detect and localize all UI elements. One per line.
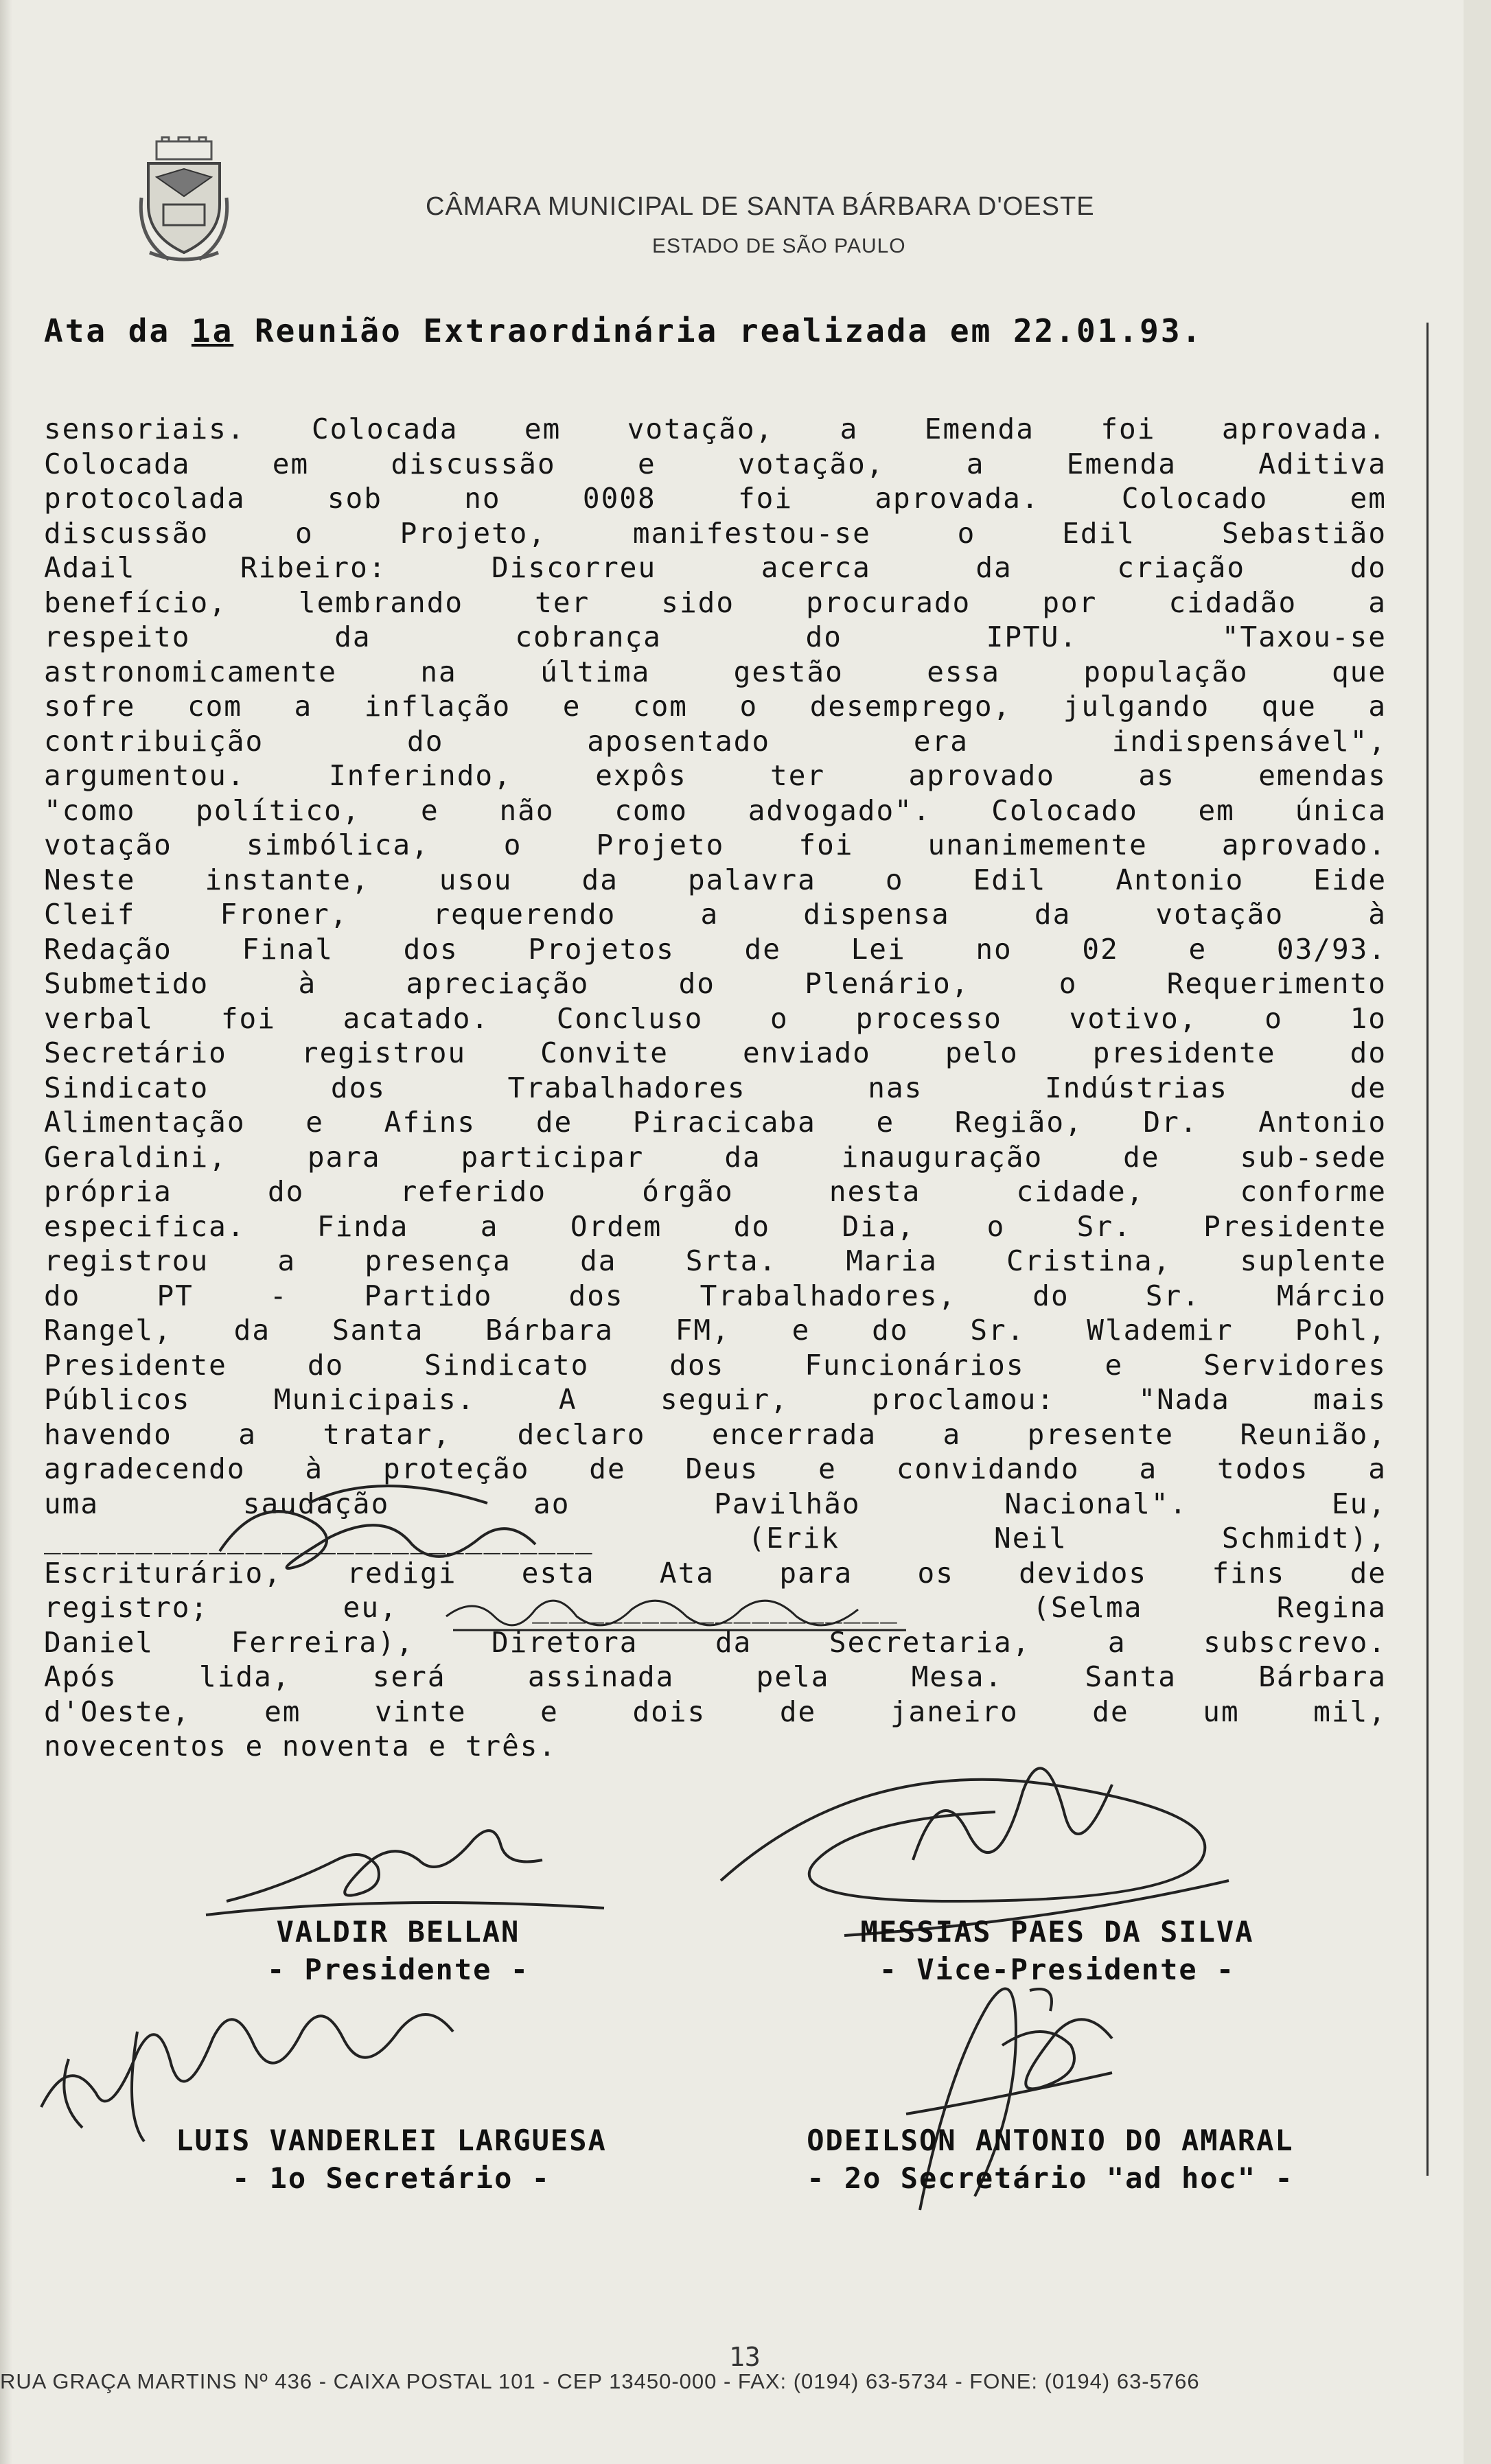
body-line: do PT - Partido dos Trabalhadores, do Sr. Márcio — [44, 1279, 1387, 1312]
state-name: ESTADO DE SÃO PAULO — [652, 235, 906, 257]
page-shadow — [0, 0, 12, 2464]
body-line: uma saudação ao Pavilhão Nacional". Eu, — [44, 1487, 1387, 1520]
body-line: d'Oeste, em vinte e dois de janeiro de um mil, — [44, 1695, 1387, 1728]
body-line: Neste instante, usou da palavra o Edil Antonio Eide — [44, 863, 1387, 896]
body-line: Alimentação e Afins de Piracicaba e Região, Dr. Antonio — [44, 1106, 1387, 1139]
body-line: novecentos e noventa e três. — [44, 1730, 557, 1763]
page-edge — [1464, 0, 1491, 2464]
page-number: 13 — [729, 2342, 761, 2372]
minutes-title — [44, 312, 1417, 349]
body-line: registrou a presença da Srta. Maria Cristina, suplente — [44, 1244, 1387, 1277]
signer-name: LUIS VANDERLEI LARGUESA — [176, 2124, 607, 2157]
body-line: verbal foi acatado. Concluso o processo votivo, o 1o — [44, 1001, 1387, 1035]
title-ordinal: 1a — [191, 312, 234, 349]
signature-block-president — [151, 1915, 645, 1986]
body-line: argumentou. Inferindo, expôs ter aprovado as emendas — [44, 759, 1387, 792]
signature-block-second-secretary — [721, 2124, 1380, 2195]
footer-address: RUA GRAÇA MARTINS Nº 436 - CAIXA POSTAL 101 - CEP 13450-000 - FAX: (0194) 63-5734 - FONE: (0194) 63-5766 — [0, 2369, 1200, 2393]
body-line: Sindicato dos Trabalhadores nas Indústrias de — [44, 1071, 1387, 1104]
body-line: Após lida, será assinada pela Mesa. Santa Bárbara — [44, 1660, 1387, 1693]
body-line: Secretário registrou Convite enviado pelo presidente do — [44, 1036, 1387, 1069]
signer-name: VALDIR BELLAN — [276, 1915, 520, 1949]
title-prefix: Ata da — [44, 312, 192, 349]
institution-name: CÂMARA MUNICIPAL DE SANTA BÁRBARA D'OESTE — [426, 192, 1095, 221]
body-line: Submetido à apreciação do Plenário, o Requerimento — [44, 967, 1387, 1000]
signature-schmidt — [206, 1476, 686, 1585]
signer-name: MESSIAS PAES DA SILVA — [860, 1915, 1254, 1949]
body-line: Redação Final dos Projetos de Lei no 02 e 03/93. — [44, 932, 1387, 966]
body-line: Rangel, da Santa Bárbara FM, e do Sr. Wlademir Pohl, — [44, 1314, 1387, 1347]
body-line: "como político, e não como advogado". Colocado em única — [44, 793, 1387, 827]
body-line: Adail Ribeiro: Discorreu acerca da criação do — [44, 551, 1387, 584]
body-line: sensoriais. Colocada em votação, a Emenda foi aprovada. — [44, 412, 1387, 445]
body-line: benefício, lembrando ter sido procurado por cidadão a — [44, 585, 1387, 619]
signature-bellan — [199, 1819, 625, 1929]
signature-selma — [439, 1589, 934, 1644]
body-line: contribuição do aposentado era indispensável", — [44, 724, 1387, 758]
body-line: especifica. Finda a Ordem do Dia, o Sr. Presidente — [44, 1209, 1387, 1243]
signature-odeilson — [879, 1977, 1167, 2238]
body-line: Presidente do Sindicato dos Funcionários e Servidores — [44, 1348, 1387, 1382]
signature-block-vice-president — [776, 1915, 1339, 1986]
body-line: sofre com a inflação e com o desemprego, julgando que a — [44, 690, 1387, 723]
body-line: Geraldini, para participar da inauguração de sub-sede — [44, 1140, 1387, 1174]
signature-block-first-secretary — [89, 2124, 693, 2195]
body-line: protocolada sob no 0008 foi aprovada. Colocado em — [44, 482, 1387, 515]
body-line: discussão o Projeto, manifestou-se o Edil Sebastião — [44, 516, 1387, 550]
body-line: havendo a tratar, declaro encerrada a presente Reunião, — [44, 1417, 1387, 1451]
body-line: própria do referido órgão nesta cidade, conforme — [44, 1175, 1387, 1208]
signer-name: ODEILSON ANTONIO DO AMARAL — [807, 2124, 1294, 2157]
body-line: ______________________________ (Erik Neil Schmidt), — [44, 1522, 1387, 1555]
body-line: astronomicamente na última gestão essa população que — [44, 655, 1387, 688]
body-line: votação simbólica, o Projeto foi unanimemente aprovado. — [44, 828, 1387, 861]
body-line: Cleif Froner, requerendo a dispensa da votação à — [44, 898, 1387, 931]
body-line: Daniel Ferreira), Diretora da Secretaria, a subscrevo. — [44, 1625, 1387, 1659]
title-rest: Reunião Extraordinária realizada em 22.01.93. — [233, 312, 1203, 349]
body-line: Escriturário, redigi esta Ata para os devidos fins de — [44, 1556, 1387, 1590]
signer-role: - 1o Secretário - — [232, 2161, 551, 2195]
signer-role: - 2o Secretário "ad hoc" - — [807, 2161, 1294, 2195]
body-line: agradecendo à proteção de Deus e convidando a todos a — [44, 1452, 1387, 1485]
body-line: Colocada em discussão e votação, a Emenda Aditiva — [44, 447, 1387, 480]
signer-role: - Vice-Presidente - — [879, 1953, 1236, 1986]
margin-rule — [1426, 323, 1429, 2176]
signer-role: - Presidente - — [266, 1953, 529, 1986]
body-line: registro; eu, ____________________ (Selma Regina — [44, 1591, 1387, 1624]
coat-of-arms-icon — [136, 136, 232, 266]
body-line: respeito da cobrança do IPTU. "Taxou-se — [44, 620, 1387, 653]
signature-larguesa — [27, 2004, 522, 2141]
body-line: Públicos Municipais. A seguir, proclamou: "Nada mais — [44, 1383, 1387, 1416]
